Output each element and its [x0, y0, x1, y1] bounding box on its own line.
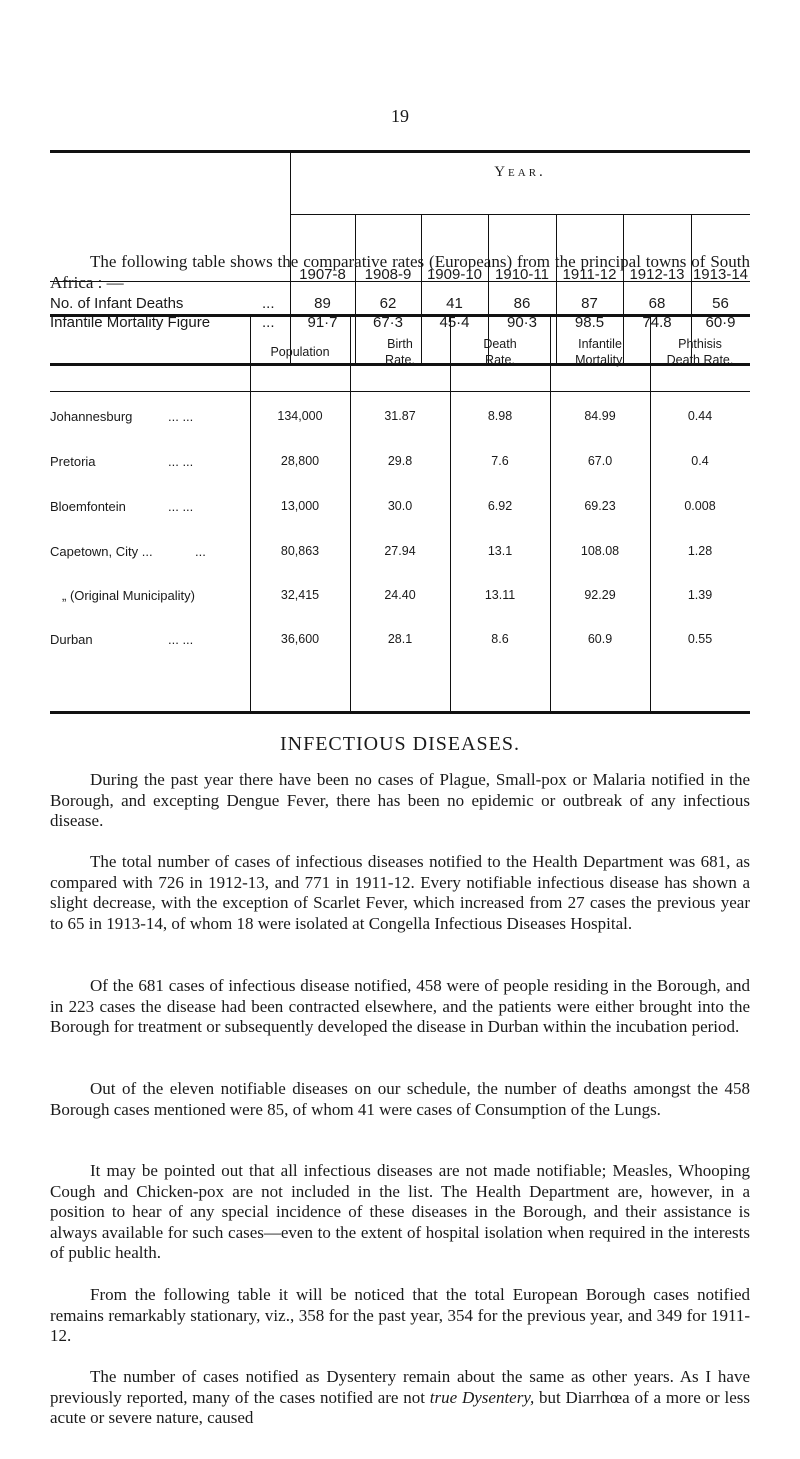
table-cell: 13,000	[280, 499, 320, 513]
table-cell: 29.8	[387, 454, 413, 468]
year-header: 1908-9	[364, 266, 412, 283]
town-label: Durban ... ...	[50, 632, 194, 647]
table-cell: 62	[379, 295, 397, 312]
table-cell: 28.1	[387, 632, 413, 646]
table-cell: 32,415	[280, 588, 320, 602]
table-rule	[290, 214, 750, 215]
table-rule	[50, 150, 750, 153]
intro-paragraph: The following table shows the comparative rates (Europeans) from the principal towns of South Africa : —	[50, 252, 750, 292]
table-cell: 13.11	[484, 588, 516, 602]
row-label: Infantile Mortality Figure ...	[50, 314, 275, 331]
table-cell: 24.40	[384, 588, 416, 602]
town-label: Johannesburg ... ...	[50, 409, 194, 424]
paragraph: The number of cases notified as Dysentery remain about the same as other years. As I have previously reported, many of the cases notified are not true Dysentery, but Diarrhœa of a more or less acute or severe nature, caused	[50, 1367, 751, 1427]
page-number: 19	[391, 106, 409, 126]
paragraph: The total number of cases of infectious diseases notified to the Health Department was 681, as compared with 726 in 1912-13, and 771 in 1911-12. Every notifiable infectious disease has shown a slight decrease, with the exception of Scarlet Fever, which increased from 27 cases the previous year to 65 in 1913-14, of whom 18 were isolated at Congella Infectious Diseases Hospital.	[50, 852, 750, 933]
row-label: No. of Infant Deaths ...	[50, 295, 275, 312]
column-header: Birth Rate.	[385, 337, 415, 367]
table-cell: 1.39	[687, 588, 713, 602]
year-header: 1910-11	[495, 266, 549, 283]
table-cell: 89	[314, 295, 331, 312]
year-header: 1907-8	[299, 266, 346, 283]
table-cell: 1.28	[687, 544, 713, 558]
town-label: Capetown, City ... ...	[50, 544, 206, 559]
table-cell: 7.6	[491, 454, 509, 468]
table-cell: 0.55	[687, 632, 713, 646]
year-group-header: Year.	[494, 164, 546, 180]
table-cell: 6.92	[487, 499, 513, 513]
town-label: „ (Original Municipality)	[62, 588, 195, 603]
table-cell: 86	[513, 295, 531, 312]
table-cell: 0.008	[684, 499, 716, 513]
table-cell: 0.44	[687, 409, 713, 423]
table-rule	[50, 711, 750, 714]
year-header: 1912-13	[629, 266, 685, 283]
table-cell: 91·7	[307, 314, 338, 331]
table-cell: 87	[581, 295, 598, 312]
table-cell: 80,863	[280, 544, 320, 558]
table-cell: 56	[712, 295, 729, 312]
table-rule	[50, 391, 750, 392]
column-header: Death Rate.	[483, 337, 517, 367]
paragraph: During the past year there have been no cases of Plague, Small-pox or Malaria notified in the Borough, and excepting Dengue Fever, there has been no epidemic or outbreak of any infectious disease.	[50, 770, 750, 830]
table-cell: 74.8	[642, 314, 672, 331]
table-rule	[50, 314, 750, 317]
column-header: Phthisis Death Rate.	[666, 337, 734, 367]
paragraph: It may be pointed out that all infectious diseases are not made notifiable; Measles, Whooping Cough and Chicken-pox are not included in the list. The Health Department are, however, in a position to hear of any special incidence of these diseases in the Borough, and their assistance is always available for such cases—even to the extent of hospital isolation when required in the interests of public health.	[50, 1161, 750, 1262]
table-cell: 13.1	[487, 544, 513, 558]
table-cell: 0.4	[691, 454, 709, 468]
table-cell: 98.5	[574, 314, 605, 331]
table-cell: 36,600	[280, 632, 320, 646]
table-cell: 8.98	[487, 409, 513, 423]
table-cell: 108.08	[580, 544, 620, 558]
table-cell: 8.6	[491, 632, 509, 646]
year-header: 1911-12	[562, 266, 617, 283]
table-cell: 45·4	[439, 314, 470, 331]
table-cell: 67·3	[372, 314, 404, 331]
table-cell: 28,800	[280, 454, 320, 468]
table-cell: 134,000	[277, 409, 323, 423]
paragraph: From the following table it will be noticed that the total European Borough cases notified remains remarkably stationary, viz., 358 for the past year, 354 for the previous year, and 349 for 1911-12.	[50, 1285, 750, 1345]
year-header: 1913-14	[692, 266, 749, 283]
paragraph: Out of the eleven notifiable diseases on our schedule, the number of deaths amongst the 458 Borough cases mentioned were 85, of whom 41 were cases of Consumption of the Lungs.	[50, 1079, 750, 1119]
table-cell: 84.99	[584, 409, 616, 423]
column-header: Population	[270, 345, 330, 359]
table-cell: 31.87	[384, 409, 416, 423]
table-cell: 92.29	[584, 588, 616, 602]
paragraph: Of the 681 cases of infectious disease notified, 458 were of people residing in the Borough, and in 223 cases the disease had been contracted elsewhere, and the patients were either brought into the Borough for treatment or subsequently developed the disease in Durban within the incubation period.	[50, 976, 750, 1036]
column-header: Infantile Mortality.	[575, 337, 625, 367]
table-cell: 60·9	[705, 314, 736, 331]
comparative-rates-table	[50, 314, 750, 714]
table-cell: 68	[648, 295, 666, 312]
table-cell: 90·3	[506, 314, 538, 331]
table-cell: 67.0	[587, 454, 613, 468]
table-cell: 41	[446, 295, 463, 312]
section-heading: INFECTIOUS DISEASES.	[279, 733, 521, 755]
town-label: Pretoria ... ...	[50, 454, 194, 469]
table-cell: 30.0	[387, 499, 413, 513]
table-cell: 27.94	[384, 544, 416, 558]
table-cell: 69.23	[584, 499, 616, 513]
table-cell: 60.9	[587, 632, 613, 646]
year-header: 1909-10	[426, 266, 483, 283]
town-label: Bloemfontein ... ...	[50, 499, 194, 514]
